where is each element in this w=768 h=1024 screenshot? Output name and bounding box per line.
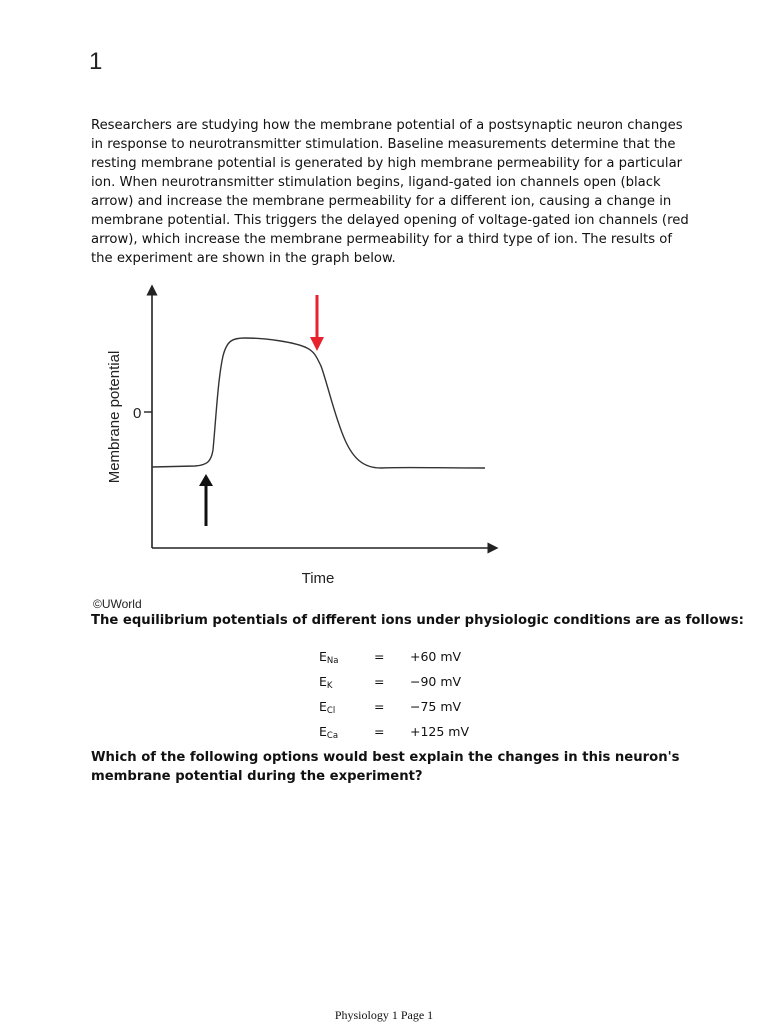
equilibrium-intro: The equilibrium potentials of different ions under physiologic conditions are as follows: [91,613,744,628]
membrane-potential-curve [152,338,485,468]
intro-paragraph: Researchers are studying how the membrane potential of a postsynaptic neuron changes in response to neurotransmitter stimulation. Baseline measurements determine that the resting membrane potential is generated by high membrane permeability for a particular ion. When neurotransmitter stimulation begins, ligand-gated ion channels open (black arrow) and increase the membrane permeability for a different ion, causing a change in membrane potential. This triggers the delayed opening of voltage-gated ion channels (red arrow), which increase the membrane permeability for a third type of ion. The results of the experiment are shown in the graph below. [91,118,689,266]
question-text: Which of the following options would best explain the changes in this neuron's membrane potential during the experiment? [91,750,680,784]
y-axis-label: Membrane potential [106,350,123,484]
equilibrium-row-k [0,674,768,692]
page-footer: Physiology 1 Page 1 [334,1008,434,1022]
equilibrium-value: +125 mV [410,724,470,739]
x-axis-label: Time [301,570,335,587]
ion-symbol: $E_{Cl}$ [319,699,336,716]
ion-symbol: $E_{Ca}$ [319,724,339,741]
equilibrium-row-ca [0,724,768,742]
equilibrium-value: +60 mV [410,649,462,664]
equals-sign: = [374,674,385,689]
membrane-potential-graph [95,278,515,587]
equilibrium-value: −90 mV [410,674,462,689]
equals-sign: = [374,699,385,714]
ion-symbol: $E_{Na}$ [319,649,339,666]
equilibrium-row-na [0,649,768,667]
equals-sign: = [374,649,385,664]
ligand-gated-arrow-head [199,474,213,486]
y-tick-label-zero: 0 [133,405,142,422]
copyright: ©UWorld [93,597,142,611]
equilibrium-value: −75 mV [410,699,462,714]
equilibrium-row-cl [0,699,768,717]
ion-symbol: $E_K$ [319,674,333,691]
page-number: 1 [89,48,103,75]
voltage-gated-arrow-head [310,337,324,351]
equals-sign: = [374,724,385,739]
